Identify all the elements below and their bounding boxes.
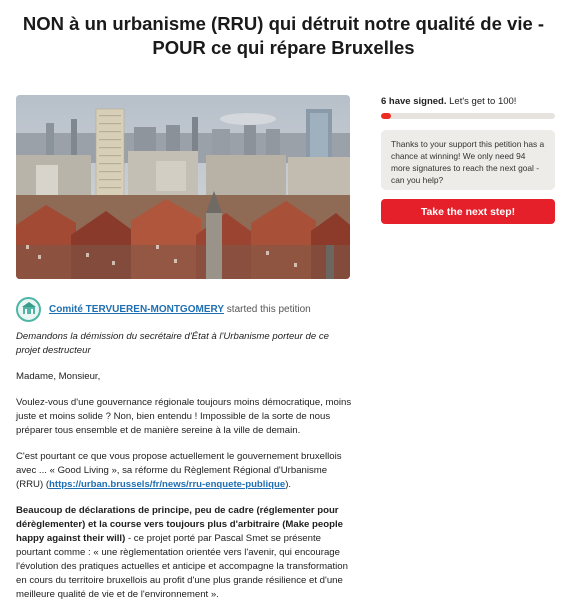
petition-title-line-1: NON à un urbanisme (RRU) qui détruit notre qualité de vie - [22,13,545,34]
organization-logo-icon[interactable] [16,297,41,322]
paragraph-3 [16,504,352,602]
signature-progress-bar [381,113,555,119]
brussels-cityscape-image [16,95,350,279]
signature-progress-fill [381,113,391,119]
starter-name-link[interactable]: Comité TERVUEREN-MONTGOMERY [49,303,225,315]
support-message-text: Thanks to your support this petition has a chance at winning! We only need 94 more signatures to reach the next goal - can you help? [391,139,545,185]
paragraph-2-before: C'est pourtant ce que vous propose actuellement le gouvernement bruxellois avec ... « Good Living », sa réforme du Règlement Régional d'Urbanisme (RRU) ( [16,451,342,490]
paragraph-3-bold: Beaucoup de déclarations de principe, peu de cadre (réglementer pour dérèglementer) et la course vers toujours plus d'arbitraire (Make people happy against their will) [16,505,343,544]
salutation-text: Madame, Monsieur, [16,371,101,382]
paragraph-3-rest: - ce projet porté par Pascal Smet se présente pourtant comme : « une règlementation orientée vers l'avenir, qui encourage l'évolution des pratiques actuelles et anticipe et accompagne la transformation en cours du territoire bruxellois au profit d'une plus grande résilience et d'une meilleure qualité de vie et de l'environnement ». [16,533,348,600]
petition-body [16,330,352,612]
paragraph-1: Voulez-vous d'une gouvernance régionale toujours moins démocratique, moins juste et moins solide ? Non, bien entendu ! Impossible de la sorte de nous préparer tous ensemble et de manière sereine à la ville de demain. [16,397,352,436]
petition-hero-image [16,95,350,279]
paragraph-2-after: ). [285,479,292,490]
paragraph-2 [16,450,352,492]
intro-italic-text: Demandons la démission du secrétaire d'État à l'Urbanisme porteur de ce projet destructeur [16,331,329,356]
petition-title [8,12,559,60]
petition-sidebar [381,95,555,224]
avatar-emblem-icon [20,300,38,318]
signature-count: 6 have signed. [381,96,447,107]
support-message-box [381,130,555,190]
petition-starter [16,296,311,322]
rru-link[interactable]: https://urban.brussels/fr/news/rru-enquete-publique [49,479,286,490]
petition-title-line-2: POUR ce qui répare Bruxelles [152,37,415,58]
signature-count-line [381,95,555,108]
starter-action-text: started this petition [226,303,311,315]
take-next-step-button[interactable]: Take the next step! [381,199,555,224]
signature-goal-text: Let's get to 100! [449,96,517,107]
starter-text [49,304,311,315]
